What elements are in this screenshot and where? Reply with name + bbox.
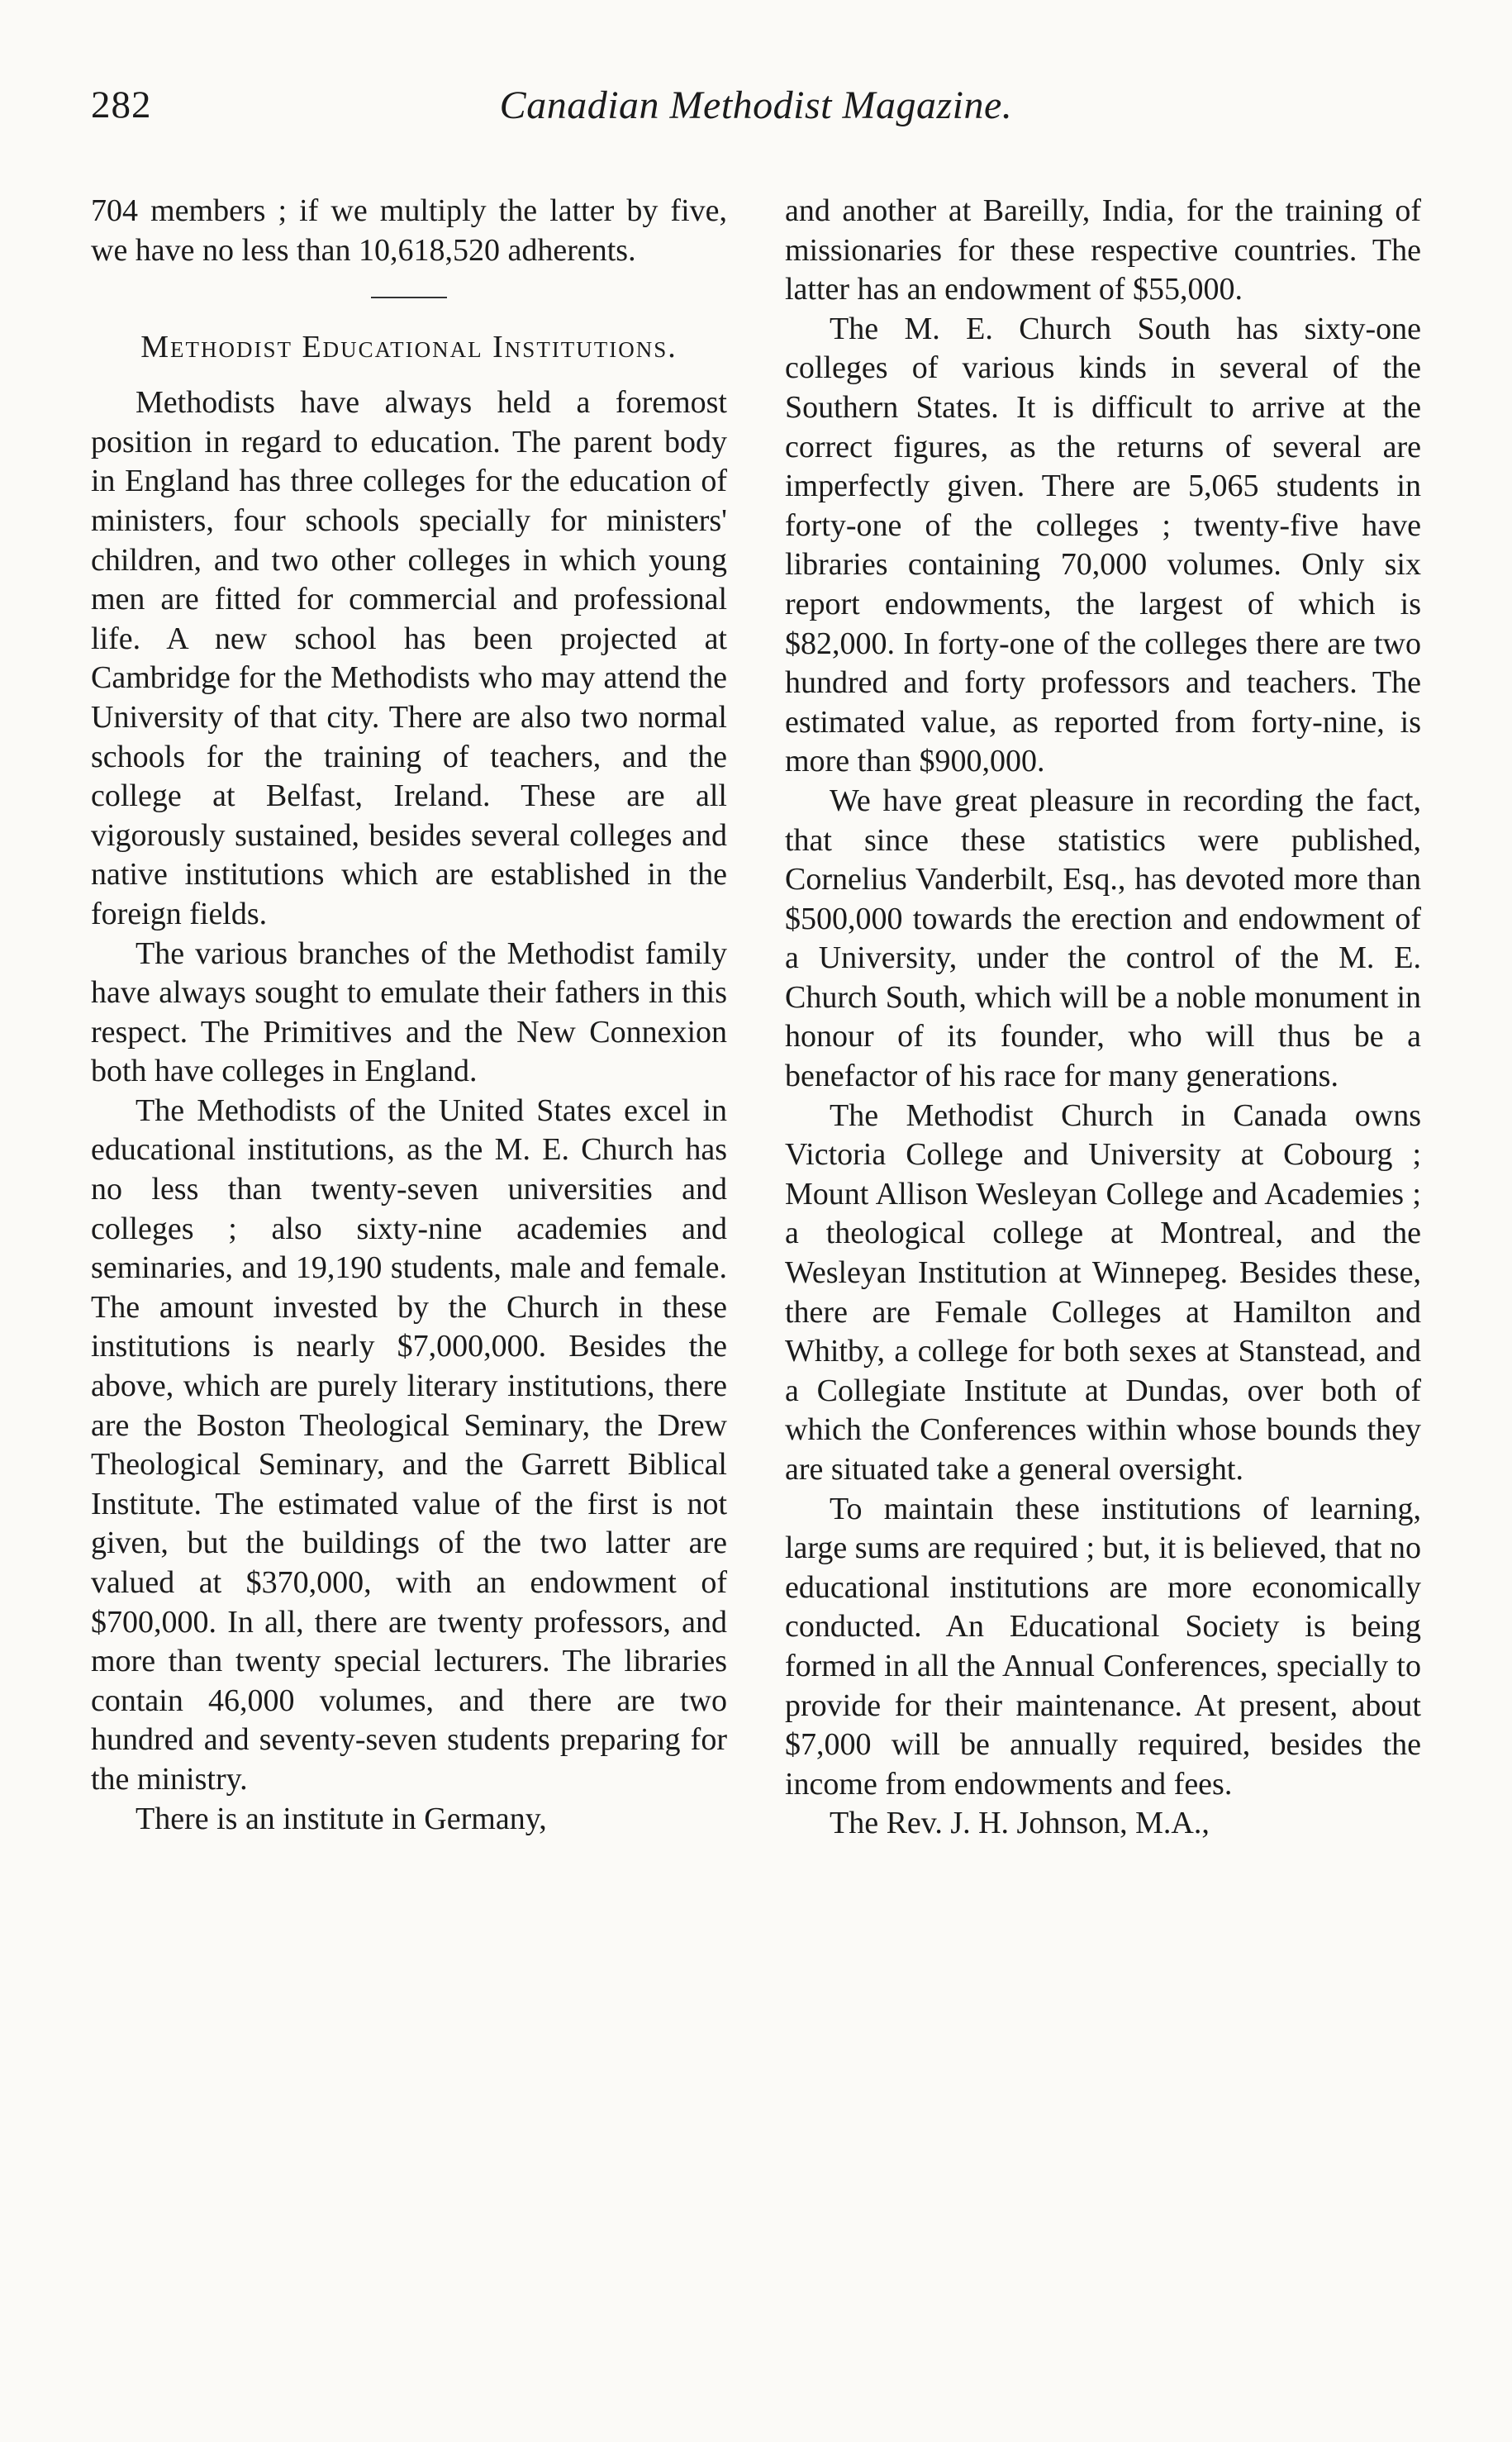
page-header bbox=[91, 83, 1421, 140]
paragraph: The M. E. Church South has sixty-one colleges of various kinds in several of the Southern States. It is difficult to arrive at the correct figures, as the returns of several are imperfectly given. There are 5,065 students in forty-one of the colleges ; twenty-five have libraries containing 70,000 volumes. Only six report endowments, the largest of which is $82,000. In forty-one of the colleges there are two hundred and forty professors and teachers. The estimated value, as reported from forty-nine, is more than $900,000. bbox=[785, 311, 1421, 779]
left-column bbox=[91, 192, 727, 1844]
paragraph: We have great pleasure in recording the fact, that since these statistics were published, Cornelius Vanderbilt, Esq., has devoted more than $500,000 towards the erection and endowment of a University, under the control of the M. E. Church South, which will be a noble monument in honour of its founder, who will thus be a benefactor of his race for many generations. bbox=[785, 783, 1421, 1094]
magazine-page bbox=[91, 83, 1421, 1844]
right-column bbox=[785, 192, 1421, 1844]
paragraph: To maintain these institutions of learning, large sums are required ; but, it is believed, that no educational institutions are more economically conducted. An Educational Society is being formed in all the Annual Conferences, specially to provide for their maintenance. At present, about $7,000 will be annually required, besides the income from endowments and fees. bbox=[785, 1491, 1421, 1802]
continuation-paragraph: and another at Bareilly, India, for the training of missionaries for these respective countries. The latter has an endowment of $55,000. bbox=[785, 193, 1421, 307]
paragraph: There is an institute in Germany, bbox=[136, 1801, 547, 1836]
two-column-body bbox=[91, 192, 1421, 1844]
section-heading: Methodist Educational Institutions. bbox=[140, 330, 678, 365]
paragraph: The Rev. J. H. Johnson, M.A., bbox=[830, 1806, 1210, 1841]
paragraph: The Methodists of the United States excel in educational institutions, as the M. E. Church has no less than twenty-seven universities and colleges ; also sixty-nine academies and seminaries, and 19,190 students, male and female. The amount invested by the Church in these institutions is nearly $7,000,000. Besides the above, which are purely literary institutions, there are the Boston Theological Seminary, the Drew Theological Seminary, and the Garrett Biblical Institute. The estimated value of the first is not given, but the buildings of the two latter are valued at $370,000, with an endowment of $700,000. In all, there are twenty professors, and more than twenty special lecturers. The libraries contain 46,000 volumes, and there are two hundred and seventy-seven students preparing for the ministry. bbox=[91, 1092, 727, 1797]
paragraph: Methodists have always held a foremost position in regard to education. The parent body in England has three colleges for the education of ministers, four schools specially for ministers' children, and two other colleges in which young men are fitted for commercial and professional life. A new school has been projected at Cambridge for the Methodists who may attend the University of that city. There are also two normal schools for the training of teachers, and the college at Belfast, Ireland. These are all vigorously sustained, besides several colleges and native institutions which are established in the foreign fields. bbox=[91, 385, 727, 931]
paragraph: The Methodist Church in Canada owns Victoria College and University at Cobourg ; Mount Allison Wesleyan College and Academies ; a theological college at Montreal, and the Wesleyan Institution at Winnepeg. Besides these, there are Female Colleges at Hamilton and Whitby, a college for both sexes at Stanstead, and a Collegiate Institute at Dundas, over both of which the Conferences within whose bounds they are situated take a general oversight. bbox=[785, 1097, 1421, 1487]
intro-paragraph: 704 members ; if we multiply the latter by five, we have no less than 10,618,520 adherents. bbox=[91, 193, 727, 268]
running-title: Canadian Methodist Magazine. bbox=[499, 83, 1013, 127]
paragraph: The various branches of the Methodist family have always sought to emulate their fathers in this respect. The Primitives and the New Connexion both have colleges in England. bbox=[91, 935, 727, 1089]
section-divider bbox=[371, 297, 447, 298]
page-number: 282 bbox=[91, 83, 152, 126]
